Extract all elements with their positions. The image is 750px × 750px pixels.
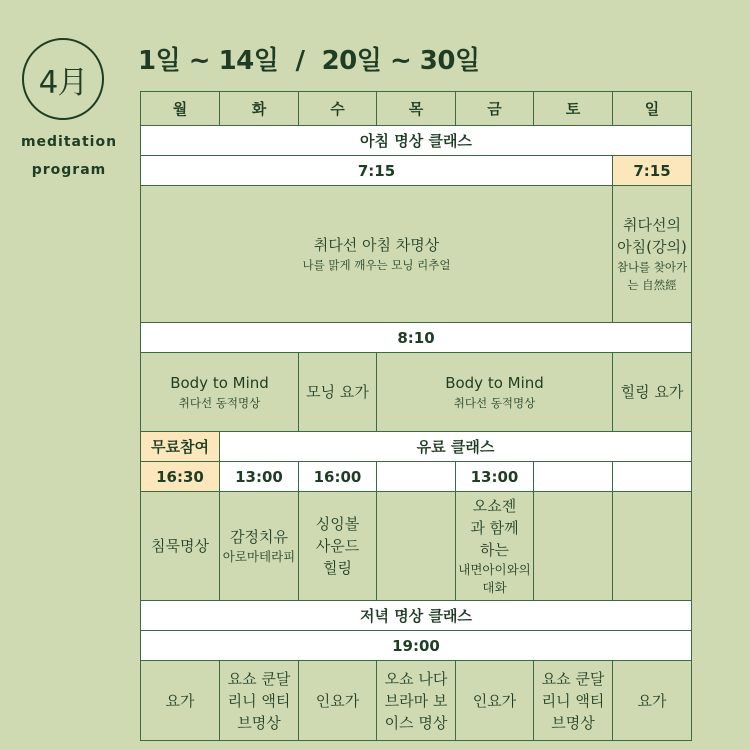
evening-class-row — [141, 661, 692, 741]
day-sun: 일 — [613, 92, 692, 126]
afternoon-class-cell — [613, 492, 692, 601]
evening-section-row — [141, 601, 692, 631]
class-title: 싱잉볼 사운드 힐링 — [315, 515, 360, 577]
evening-class-cell: 요쇼 쿤달리니 액티브명상 — [220, 661, 299, 741]
evening-class-cell: 인요가 — [299, 661, 377, 741]
afternoon-label-row — [141, 432, 692, 462]
thu-sat-class — [377, 353, 613, 432]
afternoon-time-cell — [377, 462, 456, 492]
free-participation-label: 무료참여 — [141, 432, 220, 462]
morning-sunday-class — [613, 186, 692, 323]
morning-weekday-class — [141, 186, 613, 323]
afternoon-class-cell — [534, 492, 613, 601]
class-subtitle: 아로마테라피 — [222, 549, 296, 564]
afternoon-class-cell — [456, 492, 534, 601]
mon-tue-class — [141, 353, 299, 432]
day-wed: 수 — [299, 92, 377, 126]
month-label: 4月 — [38, 64, 88, 101]
morning-section-row — [141, 126, 692, 156]
class-subtitle: 참나를 찾아가는 自然經 — [616, 260, 688, 292]
afternoon-class-cell — [299, 492, 377, 601]
class-title: Body to Mind — [445, 374, 544, 392]
evening-class-cell: 인요가 — [456, 661, 534, 741]
afternoon-time-row — [141, 462, 692, 492]
evening-class-cell: 요가 — [613, 661, 692, 741]
class-subtitle: 취다선 동적명상 — [178, 396, 261, 410]
afternoon-time-cell: 13:00 — [220, 462, 299, 492]
morning-class-row — [141, 186, 692, 323]
second-class-row — [141, 353, 692, 432]
afternoon-class-cell — [220, 492, 299, 601]
evening-time: 19:00 — [141, 631, 692, 661]
day-sat: 토 — [534, 92, 613, 126]
wed-class — [299, 353, 377, 432]
class-title: 침묵명상 — [151, 537, 209, 555]
day-thu: 목 — [377, 92, 456, 126]
afternoon-time-cell: 16:00 — [299, 462, 377, 492]
day-tue: 화 — [220, 92, 299, 126]
month-badge — [22, 38, 104, 120]
subtitle-line1: meditation — [20, 134, 118, 150]
afternoon-time-cell — [613, 462, 692, 492]
date-range: 1일 ~ 14일 / 20일 ~ 30일 — [138, 46, 480, 76]
morning-time-row — [141, 156, 692, 186]
second-time-row — [141, 323, 692, 353]
schedule-table — [140, 91, 692, 741]
morning-time-weekday: 7:15 — [141, 156, 613, 186]
day-fri: 금 — [456, 92, 534, 126]
afternoon-class-row — [141, 492, 692, 601]
evening-class-cell: 요가 — [141, 661, 220, 741]
evening-time-row — [141, 631, 692, 661]
class-subtitle: 나를 맑게 깨우는 모닝 리추얼 — [302, 258, 451, 272]
class-title: 모닝 요가 — [306, 383, 369, 401]
class-title: 오쇼젠과 함께하는 — [470, 497, 519, 559]
afternoon-class-cell — [141, 492, 220, 601]
class-subtitle: 내면아이와의 대화 — [458, 562, 531, 595]
class-title: 취다선 아침 차명상 — [313, 236, 440, 254]
day-mon: 월 — [141, 92, 220, 126]
class-title: 취다선의 아침(강의) — [617, 216, 687, 256]
class-title: 감정치유 — [230, 528, 288, 546]
afternoon-time-cell: 16:30 — [141, 462, 220, 492]
evening-class-cell: 오쇼 나다브라마 보이스 명상 — [377, 661, 456, 741]
evening-section-title: 저녁 명상 클래스 — [141, 601, 692, 631]
subtitle-line2: program — [31, 162, 107, 178]
morning-section-title: 아침 명상 클래스 — [141, 126, 692, 156]
class-title: 힐링 요가 — [620, 383, 684, 401]
class-subtitle: 취다선 동적명상 — [453, 396, 536, 410]
afternoon-time-cell: 13:00 — [456, 462, 534, 492]
second-time: 8:10 — [141, 323, 692, 353]
class-title: Body to Mind — [170, 374, 269, 392]
morning-time-sunday: 7:15 — [613, 156, 692, 186]
evening-class-cell: 요쇼 쿤달리니 액티브명상 — [534, 661, 613, 741]
sun-class — [613, 353, 692, 432]
afternoon-time-cell — [534, 462, 613, 492]
program-subtitle — [14, 128, 124, 184]
day-header-row — [141, 92, 692, 126]
afternoon-class-cell — [377, 492, 456, 601]
paid-class-label: 유료 클래스 — [220, 432, 692, 462]
